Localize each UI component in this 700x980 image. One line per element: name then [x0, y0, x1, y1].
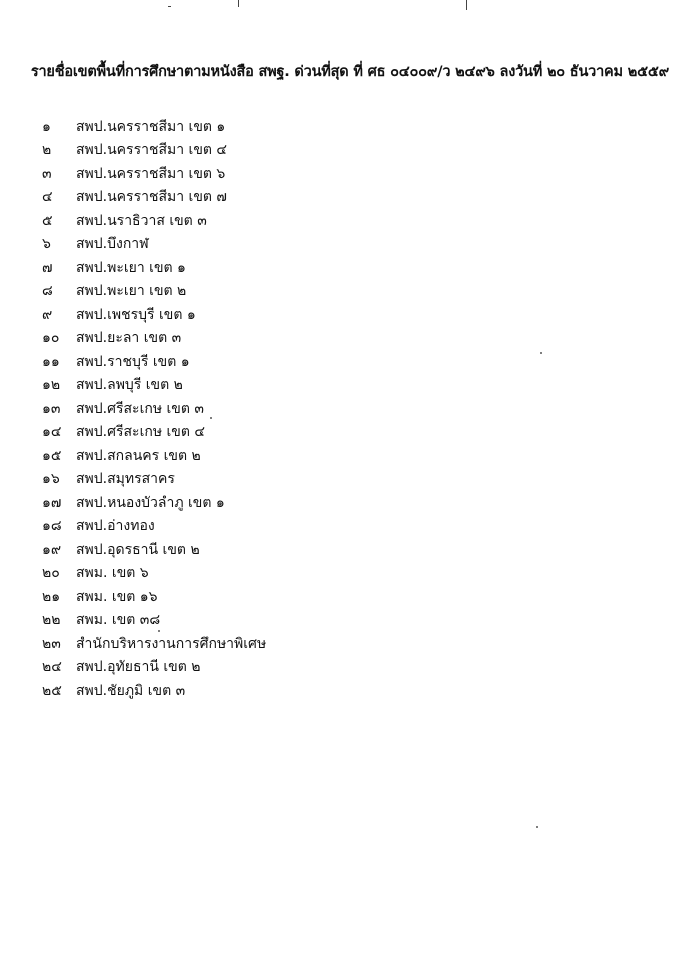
list-item-number: ๑๔ [42, 424, 62, 441]
list-item-number: ๓ [42, 165, 52, 182]
list-item [42, 115, 266, 139]
list-item [42, 562, 266, 586]
list-item-text: สพป.นครราชสีมา เขต ๖ [76, 165, 226, 182]
list-item-number: ๑ [42, 118, 51, 135]
list-item [42, 280, 266, 304]
list-item-number: ๔ [42, 189, 53, 206]
scan-speck [540, 352, 542, 354]
list-item-number: ๒๔ [42, 659, 62, 676]
list-item-text: สพป.เพชรบุรี เขต ๑ [76, 306, 196, 323]
list-item-text: สพป.ชัยภูมิ เขต ๓ [76, 682, 186, 699]
list-item-text: สพป.สมุทรสาคร [76, 471, 175, 488]
list-item-number: ๑๐ [42, 330, 60, 347]
list-item-number: ๑๖ [42, 471, 60, 488]
list-item [42, 374, 266, 398]
scan-mark [168, 6, 171, 7]
list-item-text: สพป.พะเยา เขต ๒ [76, 283, 187, 300]
list-item [42, 139, 266, 163]
list-item-number: ๑๕ [42, 447, 62, 464]
list-item [42, 186, 266, 210]
list-item-number: ๒๓ [42, 635, 61, 652]
list-item [42, 256, 266, 280]
list-item [42, 656, 266, 680]
list-item-text: สพป.อุทัยธานี เขต ๒ [76, 659, 201, 676]
list-item-text: สพป.บึงกาฬ [76, 236, 149, 253]
list-item-number: ๗ [42, 259, 53, 276]
list-item [42, 468, 266, 492]
list-item [42, 421, 266, 445]
list-item-text: สำนักบริหารงานการศึกษาพิเศษ [76, 635, 267, 652]
list-item-number: ๒๒ [42, 612, 61, 629]
list-item-number: ๒๕ [42, 682, 62, 699]
list-item-text: สพม. เขต ๓๘ [76, 612, 161, 629]
list-item-text: สพป.ยะลา เขต ๓ [76, 330, 182, 347]
list-item-number: ๑๑ [42, 353, 60, 370]
list-item-text: สพม. เขต ๑๖ [76, 588, 158, 605]
list-item [42, 679, 266, 703]
list-item-text: สพป.สกลนคร เขต ๒ [76, 447, 201, 464]
list-item-text: สพป.นราธิวาส เขต ๓ [76, 212, 207, 229]
list-item-number: ๖ [42, 236, 51, 253]
list-item [42, 538, 266, 562]
list-item-number: ๒๐ [42, 565, 60, 582]
list-item-text: สพป.อุดรธานี เขต ๒ [76, 541, 200, 558]
list-item [42, 609, 266, 633]
list-item-number: ๑๓ [42, 400, 61, 417]
district-list [42, 115, 266, 703]
list-item [42, 162, 266, 186]
list-item [42, 209, 266, 233]
list-item-text: สพป.ศรีสะเกษ เขต ๓ [76, 400, 204, 417]
list-item-text: สพป.ราชบุรี เขต ๑ [76, 353, 190, 370]
scan-speck [536, 826, 538, 828]
list-item [42, 397, 266, 421]
list-item [42, 491, 266, 515]
list-item-number: ๘ [42, 283, 53, 300]
list-item-text: สพม. เขต ๖ [76, 565, 149, 582]
list-item-text: สพป.นครราชสีมา เขต ๑ [76, 118, 226, 135]
list-item [42, 233, 266, 257]
list-item-number: ๑๒ [42, 377, 61, 394]
list-item-text: สพป.นครราชสีมา เขต ๗ [76, 189, 227, 206]
document-title: รายชื่อเขตพื้นที่การศึกษาตามหนังสือ สพฐ. ด่วนที่สุด ที่ ศธ ๐๔๐๐๙/ว ๒๔๙๖ ลงวันที่ ๒๐ ธันวาคม ๒๕๕๙ [30, 64, 670, 80]
scan-mark [466, 0, 467, 10]
list-item-number: ๕ [42, 212, 53, 229]
list-item [42, 444, 266, 468]
list-item [42, 303, 266, 327]
scan-mark [238, 0, 239, 7]
list-item [42, 327, 266, 351]
list-item [42, 585, 266, 609]
list-item-number: ๒ [42, 142, 52, 159]
list-item-number: ๙ [42, 306, 53, 323]
list-item [42, 350, 266, 374]
list-item-text: สพป.ศรีสะเกษ เขต ๔ [76, 424, 206, 441]
list-item-number: ๑๘ [42, 518, 62, 535]
list-item-number: ๑๗ [42, 494, 62, 511]
list-item-text: สพป.อ่างทอง [76, 518, 155, 535]
list-item [42, 632, 266, 656]
list-item-number: ๑๙ [42, 541, 62, 558]
list-item-text: สพป.นครราชสีมา เขต ๔ [76, 142, 228, 159]
list-item-text: สพป.หนองบัวลำภู เขต ๑ [76, 494, 225, 511]
list-item-number: ๒๑ [42, 588, 61, 605]
list-item-text: สพป.พะเยา เขต ๑ [76, 259, 186, 276]
list-item-text: สพป.ลพบุรี เขต ๒ [76, 377, 183, 394]
list-item [42, 515, 266, 539]
